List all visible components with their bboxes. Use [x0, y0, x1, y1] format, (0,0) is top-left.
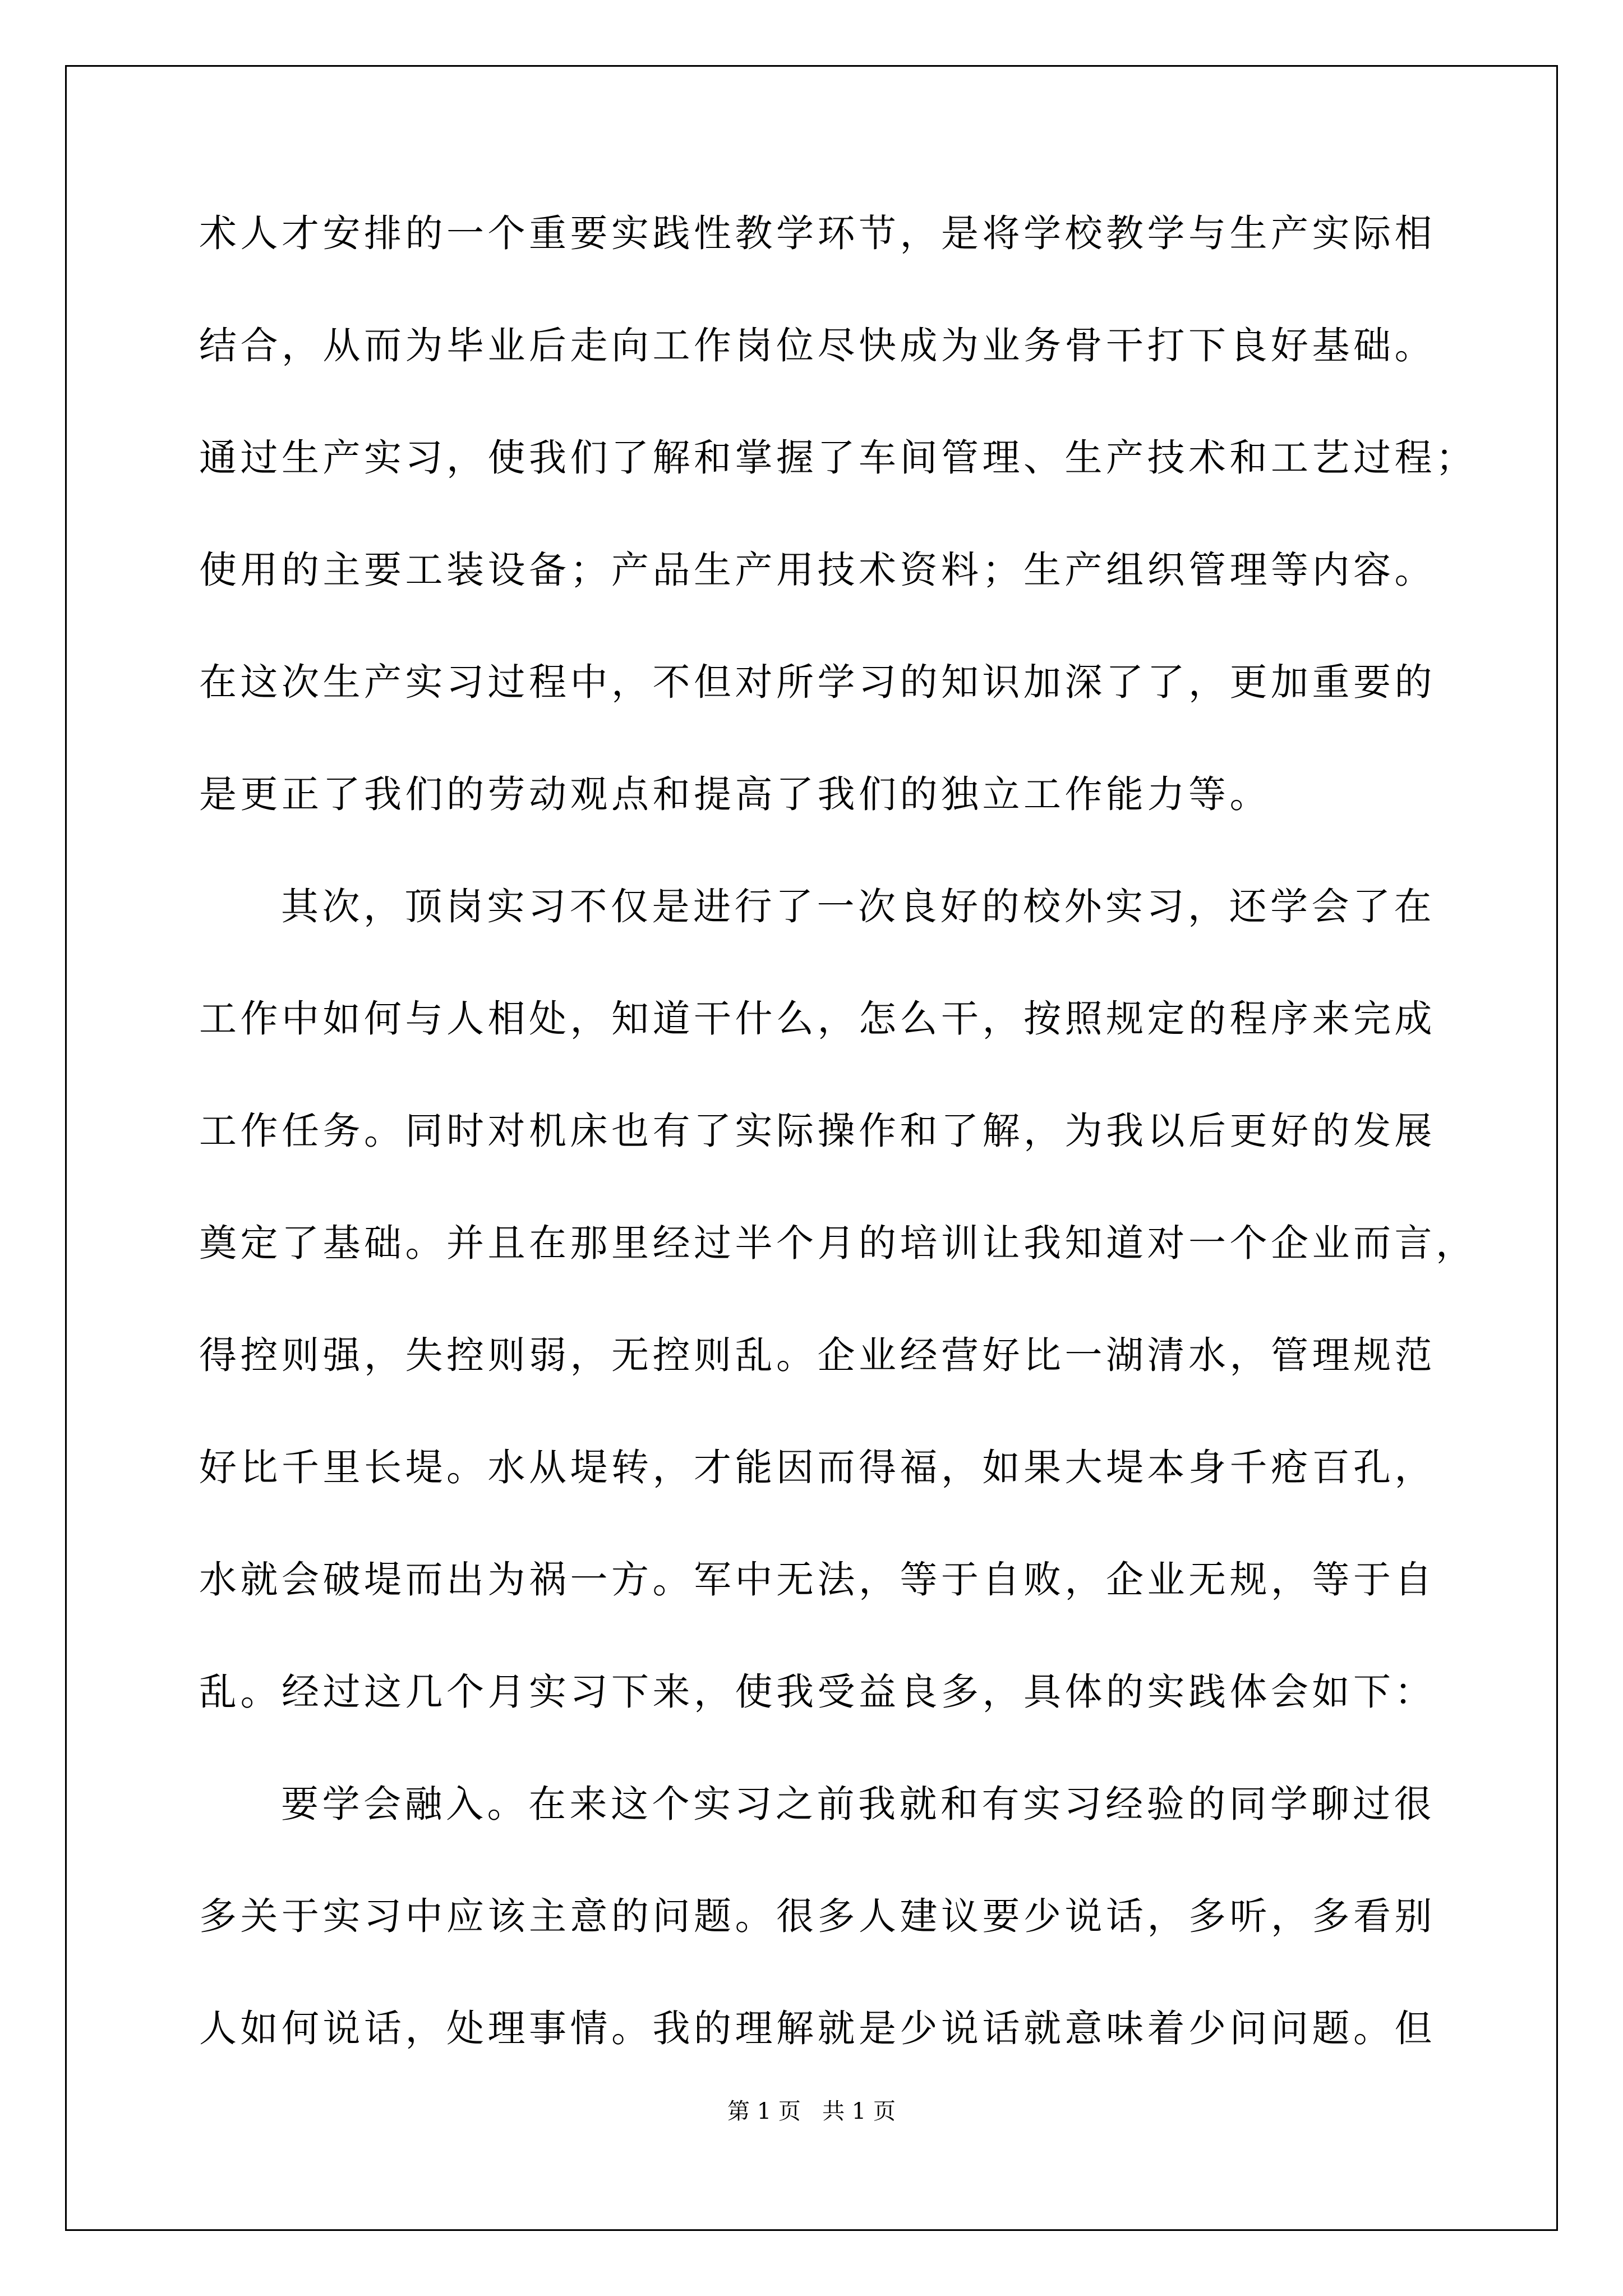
text-line: 结合，从而为毕业后走向工作岗位尽快成为业务骨干打下良好基础。 — [199, 324, 1436, 367]
text-line: 人如何说话，处理事情。我的理解就是少说话就意味着少问问题。但 — [199, 2007, 1436, 2050]
text-line: 在这次生产实习过程中，不但对所学习的知识加深了了，更加重要的 — [199, 660, 1436, 704]
text-line: 使用的主要工装设备；产品生产用技术资料；生产组织管理等内容。 — [199, 548, 1436, 592]
text-line: 奠定了基础。并且在那里经过半个月的培训让我知道对一个企业而言， — [199, 1221, 1477, 1265]
text-line: 水就会破堤而出为祸一方。军中无法，等于自败，企业无规，等于自 — [199, 1558, 1436, 1602]
text-line: 多关于实习中应该主意的问题。很多人建议要少说话，多听，多看别 — [199, 1894, 1436, 1938]
text-line: 是更正了我们的劳动观点和提高了我们的独立工作能力等。 — [199, 772, 1271, 816]
text-line: 术人才安排的一个重要实践性教学环节，是将学校教学与生产实际相 — [199, 211, 1436, 255]
document-body — [199, 211, 1477, 2122]
text-line: 得控则强，失控则弱，无控则乱。企业经营好比一湖清水，管理规范 — [199, 1333, 1436, 1377]
text-line: 其次，顶岗实习不仅是进行了一次良好的校外实习，还学会了在 — [281, 885, 1435, 928]
text-line: 工作任务。同时对机床也有了实际操作和了解，为我以后更好的发展 — [199, 1109, 1436, 1153]
text-line: 要学会融入。在来这个实习之前我就和有实习经验的同学聊过很 — [281, 1782, 1435, 1826]
text-line: 工作中如何与人相处，知道干什么，怎么干，按照规定的程序来完成 — [199, 997, 1436, 1041]
text-line: 通过生产实习，使我们了解和掌握了车间管理、生产技术和工艺过程； — [199, 436, 1477, 480]
text-line: 好比千里长堤。水从堤转，才能因而得福，如果大堤本身千疮百孔， — [199, 1446, 1436, 1489]
text-line: 乱。经过这几个月实习下来，使我受益良多，具体的实践体会如下： — [199, 1670, 1436, 1714]
page-footer: 第 1 页 共 1 页 — [727, 2099, 896, 2124]
